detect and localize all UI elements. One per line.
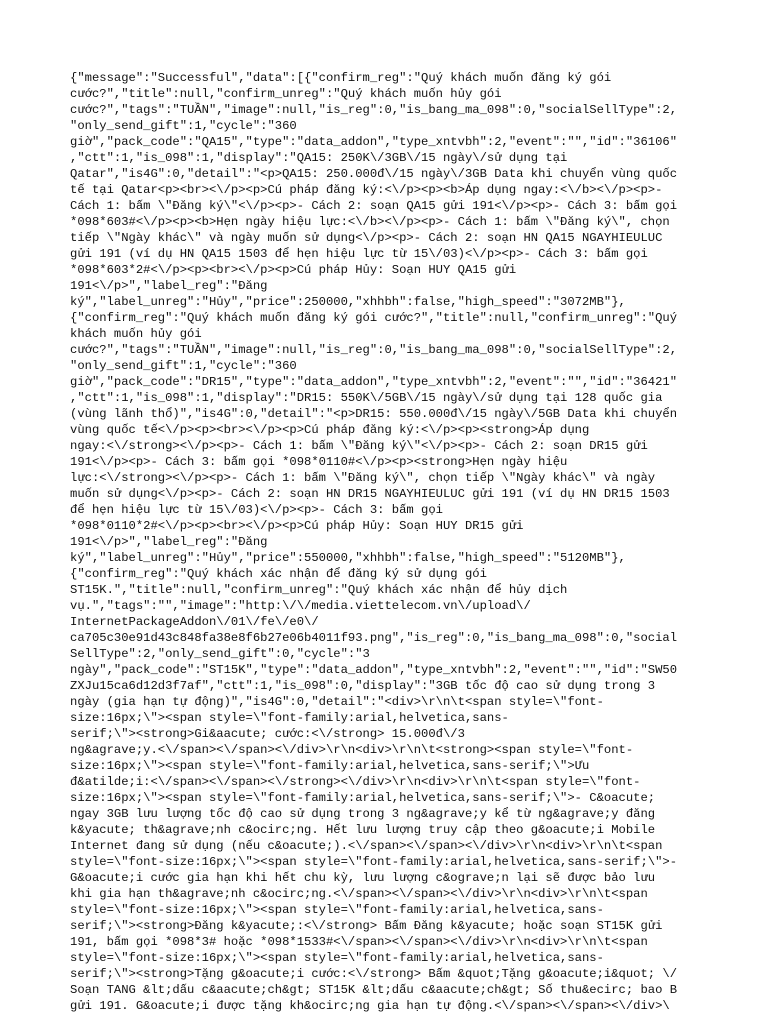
json-line: 191, bấm gọi *098*3# hoặc *098*1533#<\/span><\/span><\/div>\r\n<div>\r\n\t<span — [70, 935, 648, 949]
json-line: khi gia hạn th&agrave;nh c&ocirc;ng.<\/span><\/span><\/div>\r\n<div>\r\n\t<span — [70, 887, 648, 901]
json-line: ngay:<\/strong><\/p><p>- Cách 1: bấm \"Đăng ký\"<\/p><p>- Cách 2: soạn DR15 gửi — [70, 439, 648, 453]
json-line: *098*603#<\/p><p><b>Hẹn ngày hiệu lực:<\/b><\/p><p>- Cách 1: bấm \"Đăng ký\", chọn — [70, 215, 670, 229]
json-line: InternetPackageAddon\/01\/fe\/e0\/ — [70, 615, 319, 629]
json-line: {"confirm_reg":"Quý khách xác nhận để đăng ký sử dụng gói — [70, 567, 487, 581]
json-line: gửi 191 (ví dụ HN QA15 1503 để hẹn hiệu lực từ 15\/03)<\/p><p>- Cách 3: bấm gọi — [70, 247, 648, 261]
json-line: ZXJu15ca6d12d3f7af","ctt":1,"is_098":0,"display":"3GB tốc độ cao sử dụng trong 3 — [70, 679, 656, 693]
json-line: giờ","pack_code":"QA15","type":"data_addon","type_xntvbh":2,"event":"","id":"36106" — [70, 135, 678, 149]
json-line: tế tại Qatar<p><br><\/p><p>Cú pháp đăng ký:<\/p><p><b>Áp dụng ngay:<\/b><\/p><p>- — [70, 183, 663, 197]
json-line: {"confirm_reg":"Quý khách muốn đăng ký gói cước?","title":null,"confirm_unreg":"Quý — [70, 311, 678, 325]
json-line: SellType":2,"only_send_gift":0,"cycle":"3 — [70, 647, 370, 661]
json-line: lực:<\/strong><\/p><p>- Cách 1: bấm \"Đăng ký\", chọn tiếp \"Ngày khác\" và ngày — [70, 471, 656, 485]
json-line: (vùng lãnh thổ)","is4G":0,"detail":"<p>DR15: 550.000đ\/15 ngày\/5GB Data khi chuyển — [70, 407, 678, 421]
json-line: cước?","title":null,"confirm_unreg":"Quý khách muốn hủy gói — [70, 87, 502, 101]
json-line: "only_send_gift":1,"cycle":"360 — [70, 359, 297, 373]
json-line: ca705c30e91d43c848fa38e8f6b27e06b4011f93.png","is_reg":0,"is_bang_ma_098":0,"social — [70, 631, 678, 645]
json-line: đ&atilde;i:<\/span><\/span><\/strong><\/div>\r\n<div>\r\n\t<span style=\"font- — [70, 775, 641, 789]
json-line: ,"ctt":1,"is_098":1,"display":"DR15: 550K\/5GB\/15 ngày\/sử dụng tại 128 quốc gia — [70, 391, 663, 405]
json-line: G&oacute;i cước gia hạn khi hết chu kỳ, lưu lượng c&ograve;n lại sẽ được bảo lưu — [70, 871, 656, 885]
json-line: 191<\/p>","label_reg":"Đăng — [70, 535, 268, 549]
json-line: size:16px;\"><span style=\"font-family:arial,helvetica,sans-serif;\">Ưu — [70, 759, 590, 773]
json-line: 191<\/p><p>- Cách 3: bấm gọi *098*0110#<\/p><p><strong>Hẹn ngày hiệu — [70, 455, 568, 469]
json-line: style=\"font-size:16px;\"><span style=\"font-family:arial,helvetica,sans- — [70, 903, 604, 917]
json-line: ng&agrave;y.<\/span><\/span><\/div>\r\n<div>\r\n\t<strong><span style=\"font- — [70, 743, 634, 757]
json-line: khách muốn hủy gói — [70, 327, 202, 341]
json-line: ST15K.","title":null,"confirm_unreg":"Quý khách xác nhận để hủy dịch — [70, 583, 568, 597]
json-line: 191<\/p>","label_reg":"Đăng — [70, 279, 268, 293]
json-line: ngày (gia hạn tự động)","is4G":0,"detail":"<div>\r\n\t<span style=\"font- — [70, 695, 604, 709]
json-line: ngay 3GB lưu lượng tốc độ cao sử dụng trong 3 ng&agrave;y kể từ ng&agrave;y đăng — [70, 807, 656, 821]
json-line: *098*0110*2#<\/p><p><br><\/p><p>Cú pháp Hủy: Soạn HUY DR15 gửi — [70, 519, 524, 533]
json-line: ngày","pack_code":"ST15K","type":"data_addon","type_xntvbh":2,"event":"","id":"SW50 — [70, 663, 678, 677]
json-line: serif;\"><strong>Đăng k&yacute;:<\/strong> Bấm Đăng k&yacute; hoặc soạn ST15K gửi — [70, 919, 663, 933]
json-line: style=\"font-size:16px;\"><span style=\"font-family:arial,helvetica,sans-serif;\">- — [70, 855, 678, 869]
json-line: ký","label_unreg":"Hủy","price":250000,"xhhbh":false,"high_speed":"3072MB"}, — [70, 295, 626, 309]
json-line: ,"ctt":1,"is_098":1,"display":"QA15: 250K\/3GB\/15 ngày\/sử dụng tại — [70, 151, 568, 165]
json-line: giờ","pack_code":"DR15","type":"data_addon","type_xntvbh":2,"event":"","id":"36421" — [70, 375, 678, 389]
json-line: size:16px;\"><span style=\"font-family:arial,helvetica,sans- — [70, 711, 509, 725]
json-line: tiếp \"Ngày khác\" và ngày muốn sử dụng<\/p><p>- Cách 2: soạn HN QA15 NGAYHIEULUC — [70, 231, 663, 245]
json-line: "only_send_gift":1,"cycle":"360 — [70, 119, 297, 133]
json-line: serif;\"><strong>Gi&aacute; cước:<\/strong> 15.000đ\/3 — [70, 727, 465, 741]
json-line: Qatar","is4G":0,"detail":"<p>QA15: 250.000đ\/15 ngày\/3GB Data khi chuyển vùng quốc — [70, 167, 678, 181]
json-line: vụ.","tags":"","image":"http:\/\/media.viettelecom.vn\/upload\/ — [70, 599, 531, 613]
json-line: Soạn TANG &lt;dấu c&aacute;ch&gt; ST15K &lt;dấu c&aacute;ch&gt; Số thu&ecirc; bao B — [70, 983, 678, 997]
json-line: cước?","tags":"TUẦN","image":null,"is_reg":0,"is_bang_ma_098":0,"socialSellType":2, — [70, 103, 678, 117]
json-line: *098*603*2#<\/p><p><br><\/p><p>Cú pháp Hủy: Soạn HUY QA15 gửi — [70, 263, 517, 277]
json-line: Internet đang sử dụng (nếu c&oacute;).<\/span><\/span><\/div>\r\n<div>\r\n\t<span — [70, 839, 663, 853]
json-line: để hẹn hiệu lực từ 15\/03)<\/p><p>- Cách 3: bấm gọi — [70, 503, 443, 517]
json-line: cước?","tags":"TUẦN","image":null,"is_reg":0,"is_bang_ma_098":0,"socialSellType":2, — [70, 343, 678, 357]
raw-json-text — [70, 70, 702, 1014]
json-line: size:16px;\"><span style=\"font-family:arial,helvetica,sans-serif;\">- C&oacute; — [70, 791, 656, 805]
json-line: style=\"font-size:16px;\"><span style=\"font-family:arial,helvetica,sans- — [70, 951, 604, 965]
json-line: vùng quốc tế<\/p><p><br><\/p><p>Cú pháp đăng ký:<\/p><p><strong>Áp dụng — [70, 423, 590, 437]
json-line: serif;\"><strong>Tặng g&oacute;i cước:<\/strong> Bấm &quot;Tặng g&oacute;i&quot; \/ — [70, 967, 678, 981]
json-line: muốn sử dụng<\/p><p>- Cách 2: soạn HN DR15 NGAYHIEULUC gửi 191 (ví dụ HN DR15 1503 — [70, 487, 670, 501]
json-line: gửi 191. G&oacute;i được tặng kh&ocirc;ng gia hạn tự động.<\/span><\/span><\/div>\ — [70, 999, 670, 1013]
json-line: ký","label_unreg":"Hủy","price":550000,"xhhbh":false,"high_speed":"5120MB"}, — [70, 551, 626, 565]
json-line: k&yacute; th&agrave;nh c&ocirc;ng. Hết lưu lượng truy cập theo g&oacute;i Mobile — [70, 823, 656, 837]
json-line: Cách 1: bấm \"Đăng ký\"<\/p><p>- Cách 2: soạn QA15 gửi 191<\/p><p>- Cách 3: bấm gọi — [70, 199, 678, 213]
json-line: {"message":"Successful","data":[{"confirm_reg":"Quý khách muốn đăng ký gói — [70, 71, 612, 85]
